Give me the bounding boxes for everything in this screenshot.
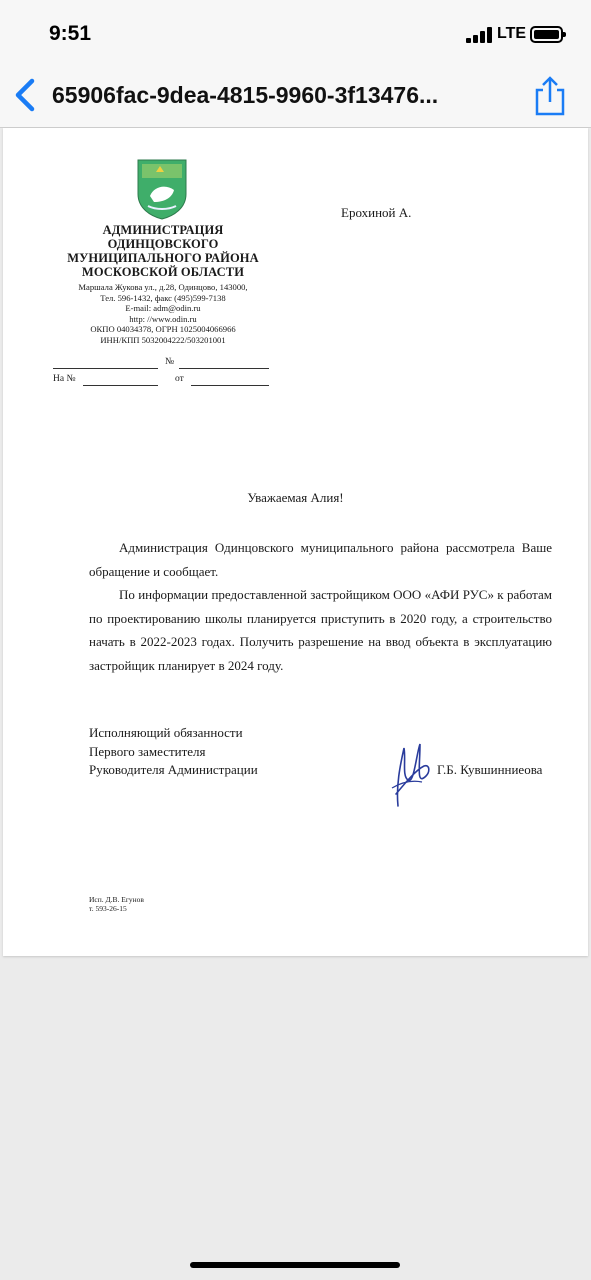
- home-indicator[interactable]: [190, 1262, 400, 1268]
- signer-title-line: Первого заместителя: [89, 743, 206, 759]
- executor-name: Исп. Д.В. Егунов: [89, 895, 144, 904]
- signer-title-line: Исполняющий обязанности: [89, 725, 243, 740]
- share-icon: [528, 74, 572, 118]
- organization-details: [53, 282, 273, 346]
- document-title: 65906fac-9dea-4815-9960-3f13476...: [52, 82, 439, 108]
- signer-name: Г.Б. Кувшинниеова: [437, 762, 543, 777]
- org-email: E-mail: adm@odin.ru: [125, 303, 201, 314]
- reg-from-label: от: [175, 374, 184, 384]
- org-inn: ИНН/КПП 5032004222/503201001: [100, 334, 226, 345]
- org-website: http: //www.odin.ru: [129, 313, 197, 324]
- nav-bar: [0, 62, 591, 128]
- reg-ref-label: На №: [53, 374, 76, 384]
- back-button[interactable]: [10, 76, 46, 114]
- org-name-line: ОДИНЦОВСКОГО: [107, 237, 219, 251]
- org-phone: Тел. 596-1432, факс (495)599-7138: [100, 292, 226, 303]
- document-page: [3, 128, 588, 956]
- reg-date-rule: [53, 368, 158, 369]
- status-time: 9:51: [49, 22, 92, 45]
- reg-ref-rule: [83, 385, 158, 386]
- reg-from-rule: [191, 385, 269, 386]
- reg-number-rule: [179, 368, 269, 369]
- executor-phone: т. 593-26-15: [89, 904, 127, 913]
- share-button[interactable]: [528, 74, 572, 118]
- handwritten-signature: [386, 736, 436, 811]
- battery-icon: [530, 26, 563, 43]
- org-okpo: ОКПО 04034378, ОГРН 1025004066966: [90, 324, 236, 335]
- org-name-line: АДМИНИСТРАЦИЯ: [102, 223, 224, 237]
- org-name-line: МУНИЦИПАЛЬНОГО РАЙОНА: [67, 251, 259, 265]
- signer-title-line: Руководителя Администрации: [89, 762, 258, 777]
- reg-number-label: №: [165, 357, 175, 367]
- org-address: Маршала Жукова ул., д.28, Одинцово, 143000,: [78, 282, 248, 292]
- executor-info: [89, 895, 144, 913]
- coat-of-arms-emblem: [136, 158, 188, 220]
- signal-icon: [466, 27, 494, 43]
- paragraph: Администрация Одинцовского муниципального района рассмотрела Ваше обращение и сообщает.: [89, 540, 552, 579]
- letter-body: [89, 536, 552, 677]
- network-type: LTE: [497, 25, 527, 42]
- addressee: Ерохиной А.: [341, 205, 412, 220]
- salutation: Уважаемая Алия!: [247, 490, 344, 505]
- organization-name: [53, 223, 273, 279]
- signer-title: [89, 724, 258, 780]
- paragraph: По информации предоставленной застройщиком ООО «АФИ РУС» к работам по проектированию школы планируется приступить в 2020 году, а строительство начать в 2022-2023 годах. Получить разрешение на ввод объекта в эксплуатацию застройщик планирует в 2024 году.: [89, 587, 552, 673]
- status-bar: [0, 0, 591, 62]
- org-name-line: МОСКОВСКОЙ ОБЛАСТИ: [81, 265, 245, 279]
- chevron-left-icon: [10, 76, 46, 114]
